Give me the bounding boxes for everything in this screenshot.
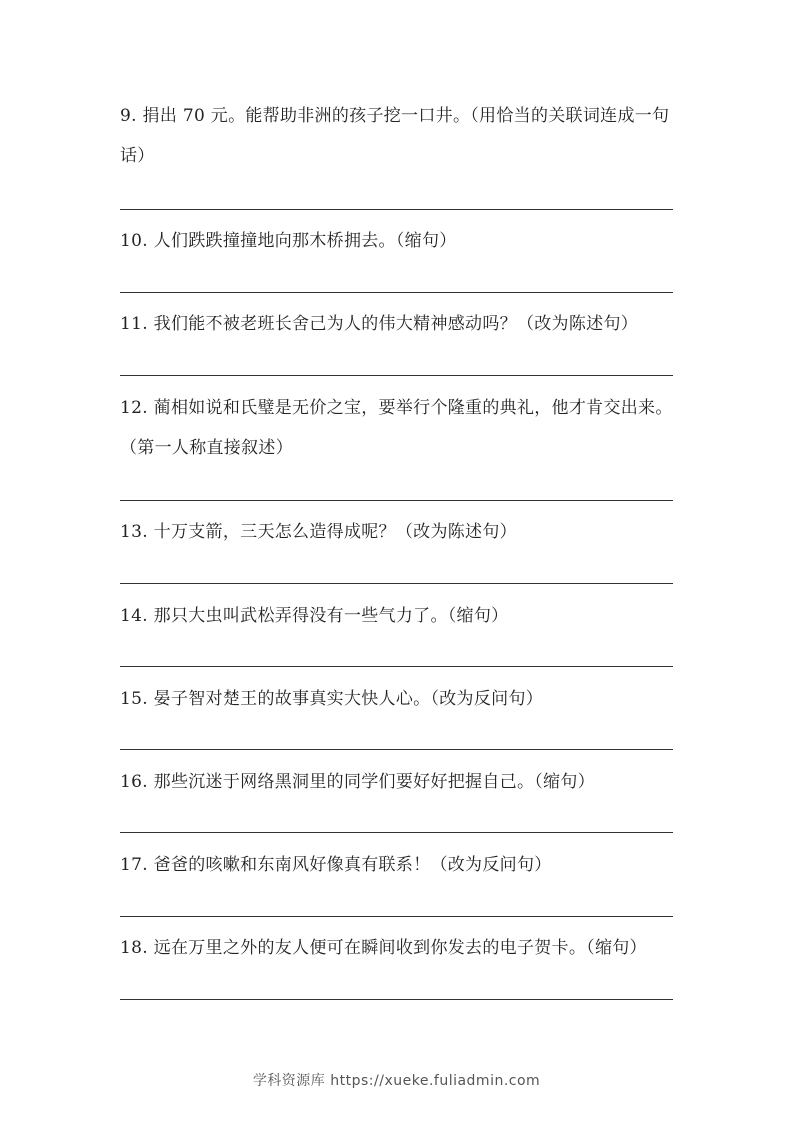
question-15: 15. 晏子智对楚王的故事真实大快人心。（改为反问句） — [120, 689, 544, 709]
question-11: 11. 我们能不被老班长舍己为人的伟大精神感动吗？（改为陈述句） — [120, 314, 639, 334]
answer-line-13[interactable] — [120, 583, 673, 584]
answer-line-16[interactable] — [120, 832, 673, 833]
answer-line-9[interactable] — [120, 209, 673, 210]
question-9: 9. 捐出 70 元。能帮助非洲的孩子挖一口井。（用恰当的关联词连成一句话） — [120, 106, 670, 166]
answer-line-15[interactable] — [120, 749, 673, 750]
question-17: 17. 爸爸的咳嗽和东南风好像真有联系！（改为反问句） — [120, 855, 552, 875]
answer-line-17[interactable] — [120, 916, 673, 917]
question-14: 14. 那只大虫叫武松弄得没有一些气力了。（缩句） — [120, 606, 509, 626]
answer-line-14[interactable] — [120, 666, 673, 667]
footer-source: 学科资源库 https://xueke.fuliadmin.com — [252, 1073, 541, 1089]
answer-line-18[interactable] — [120, 999, 673, 1000]
question-10: 10. 人们跌跌撞撞地向那木桥拥去。（缩句） — [120, 231, 457, 251]
question-18: 18. 远在万里之外的友人便可在瞬间收到你发去的电子贺卡。（缩句） — [120, 938, 647, 958]
answer-line-12[interactable] — [120, 500, 673, 501]
question-12: 12. 蔺相如说和氏璧是无价之宝，要举行个隆重的典礼，他才肯交出来。（第一人称直接叙述） — [120, 398, 673, 458]
answer-line-10[interactable] — [120, 292, 673, 293]
question-16: 16. 那些沉迷于网络黑洞里的同学们要好好把握自己。（缩句） — [120, 772, 595, 792]
question-13: 13. 十万支箭，三天怎么造得成呢？（改为陈述句） — [120, 522, 517, 542]
answer-line-11[interactable] — [120, 375, 673, 376]
